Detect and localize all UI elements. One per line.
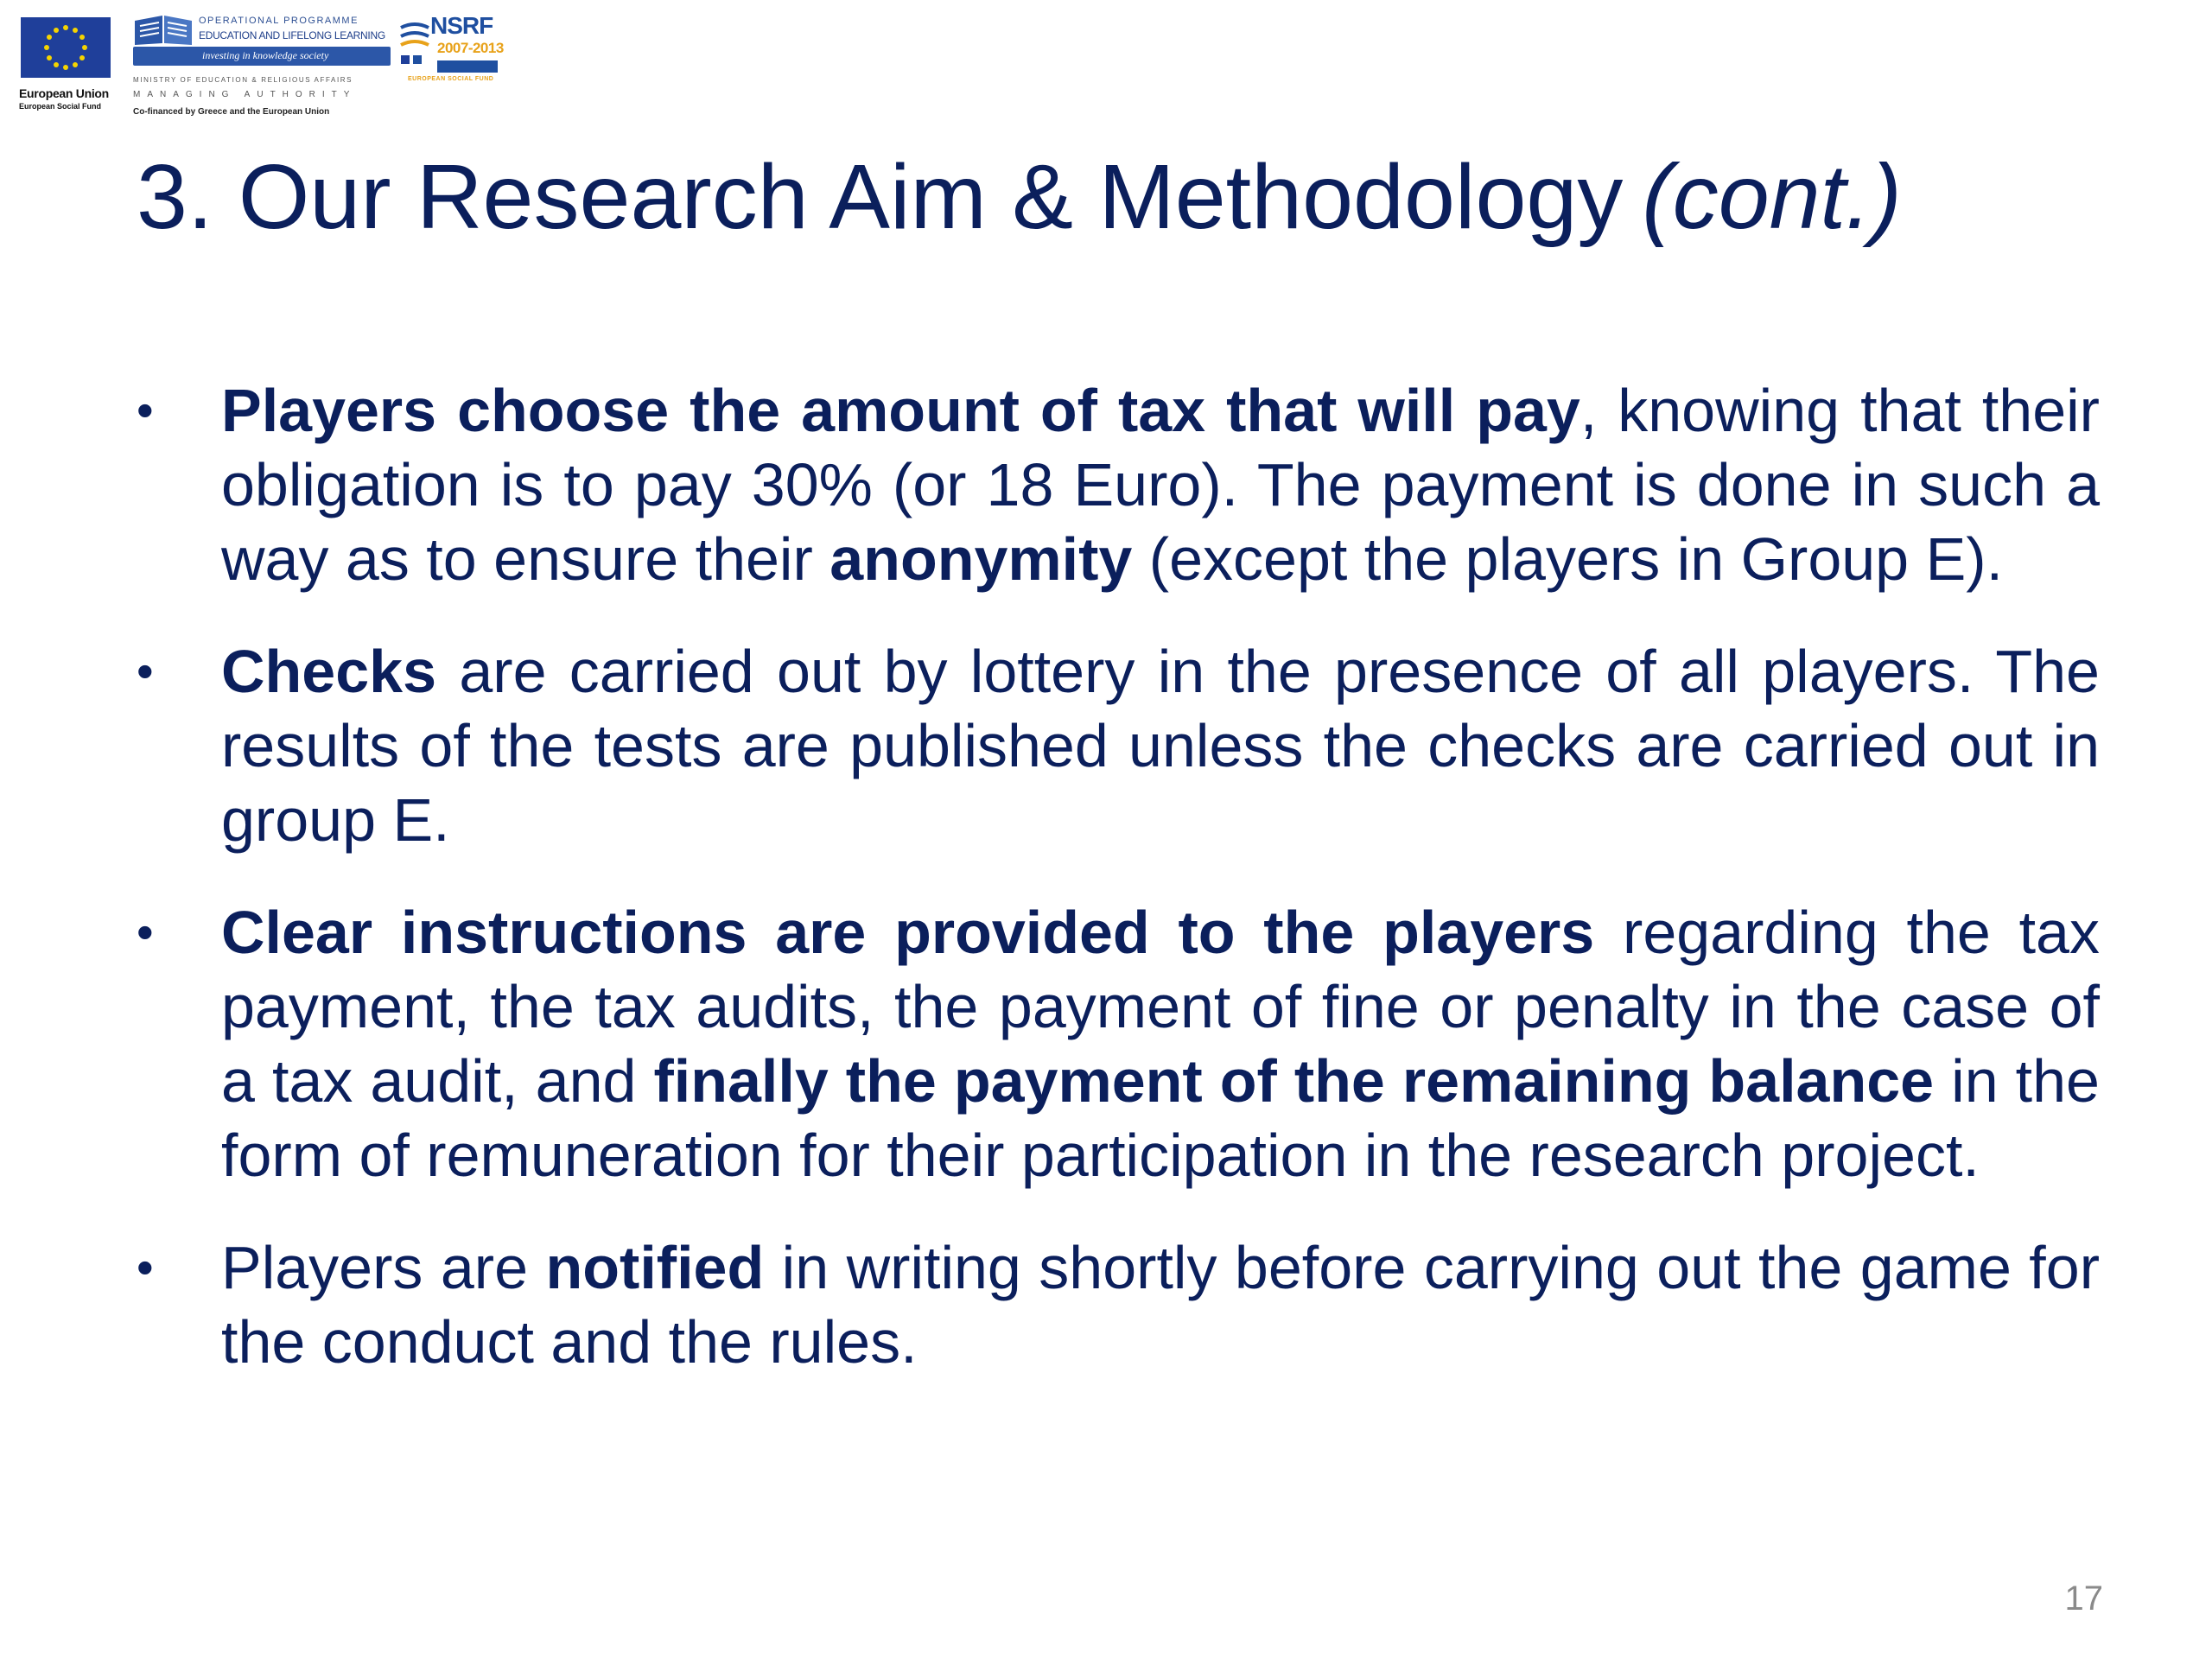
eu-subcaption: European Social Fund [19,102,102,111]
header-logos [17,12,506,123]
bullet-icon: • [137,383,154,437]
op-cofinanced: Co-financed by Greece and the European Union [133,107,330,117]
slide-title-suffix: (cont.) [1642,146,1902,248]
eu-logo [17,17,114,121]
bullet-item [137,1230,2100,1379]
nsrf-bar [437,60,498,73]
nsrf-logo [397,12,506,99]
slide-title [137,145,1902,251]
bullet-text: in writing shortly before carrying out the game for the conduct and the rules. [221,1234,2101,1376]
bullet-bold-text: anonymity [830,525,1133,593]
bullet-bold-text: notified [545,1234,765,1301]
bullet-icon: • [137,1240,154,1294]
operational-programme-logo [133,12,392,123]
bullet-text: are carried out by lottery in the presence of all players. The results of the tests are published unless the checks are carried out in group E. [221,638,2100,854]
bullet-bold-text: Players choose the amount of tax that will pay [221,377,1580,444]
op-programme-name: EDUCATION AND LIFELONG LEARNING [199,29,385,41]
eu-caption: European Union [19,86,109,100]
bullet-icon: • [137,905,154,959]
bullet-icon: • [137,644,154,698]
op-managing-authority: MANAGING AUTHORITY [133,90,357,99]
eu-flag-icon [21,17,111,78]
page-number: 17 [2064,1580,2103,1618]
nsrf-swoosh-icon [397,19,432,67]
bullet-bold-text: finally the payment of the remaining balance [653,1047,1935,1115]
bullet-text: (except the players in Group E). [1132,525,2004,593]
op-programme-label: OPERATIONAL PROGRAMME [199,16,359,26]
nsrf-title: NSRF [430,12,493,39]
bullet-text: Players are [221,1234,546,1301]
bullet-text: , knowing that their obligation is to pay 30% (or 18 Euro). The payment is done in such a way as to ensure their [221,377,2100,593]
bullet-list [137,373,2100,1417]
op-ministry: MINISTRY OF EDUCATION & RELIGIOUS AFFAIRS [133,76,353,84]
op-ribbon-text: investing in knowledge society [202,49,329,61]
bullet-bold-text: Checks [221,638,437,705]
bullet-text: in the form of remuneration for their participation in the research project. [221,1047,2100,1189]
bullet-item [137,373,2100,596]
nsrf-years: 2007-2013 [437,40,504,56]
bullet-item [137,634,2100,857]
bullet-item [137,895,2100,1192]
book-icon [133,14,194,47]
bullet-bold-text: Clear instructions are provided to the players [221,899,1595,966]
slide-title-text: 3. Our Research Aim & Methodology [137,146,1624,248]
bullet-text: regarding the tax payment, the tax audits, the payment of fine or penalty in the case of a tax audit, and [221,899,2100,1115]
op-ribbon [133,47,391,66]
nsrf-subtitle: EUROPEAN SOCIAL FUND [408,76,494,82]
